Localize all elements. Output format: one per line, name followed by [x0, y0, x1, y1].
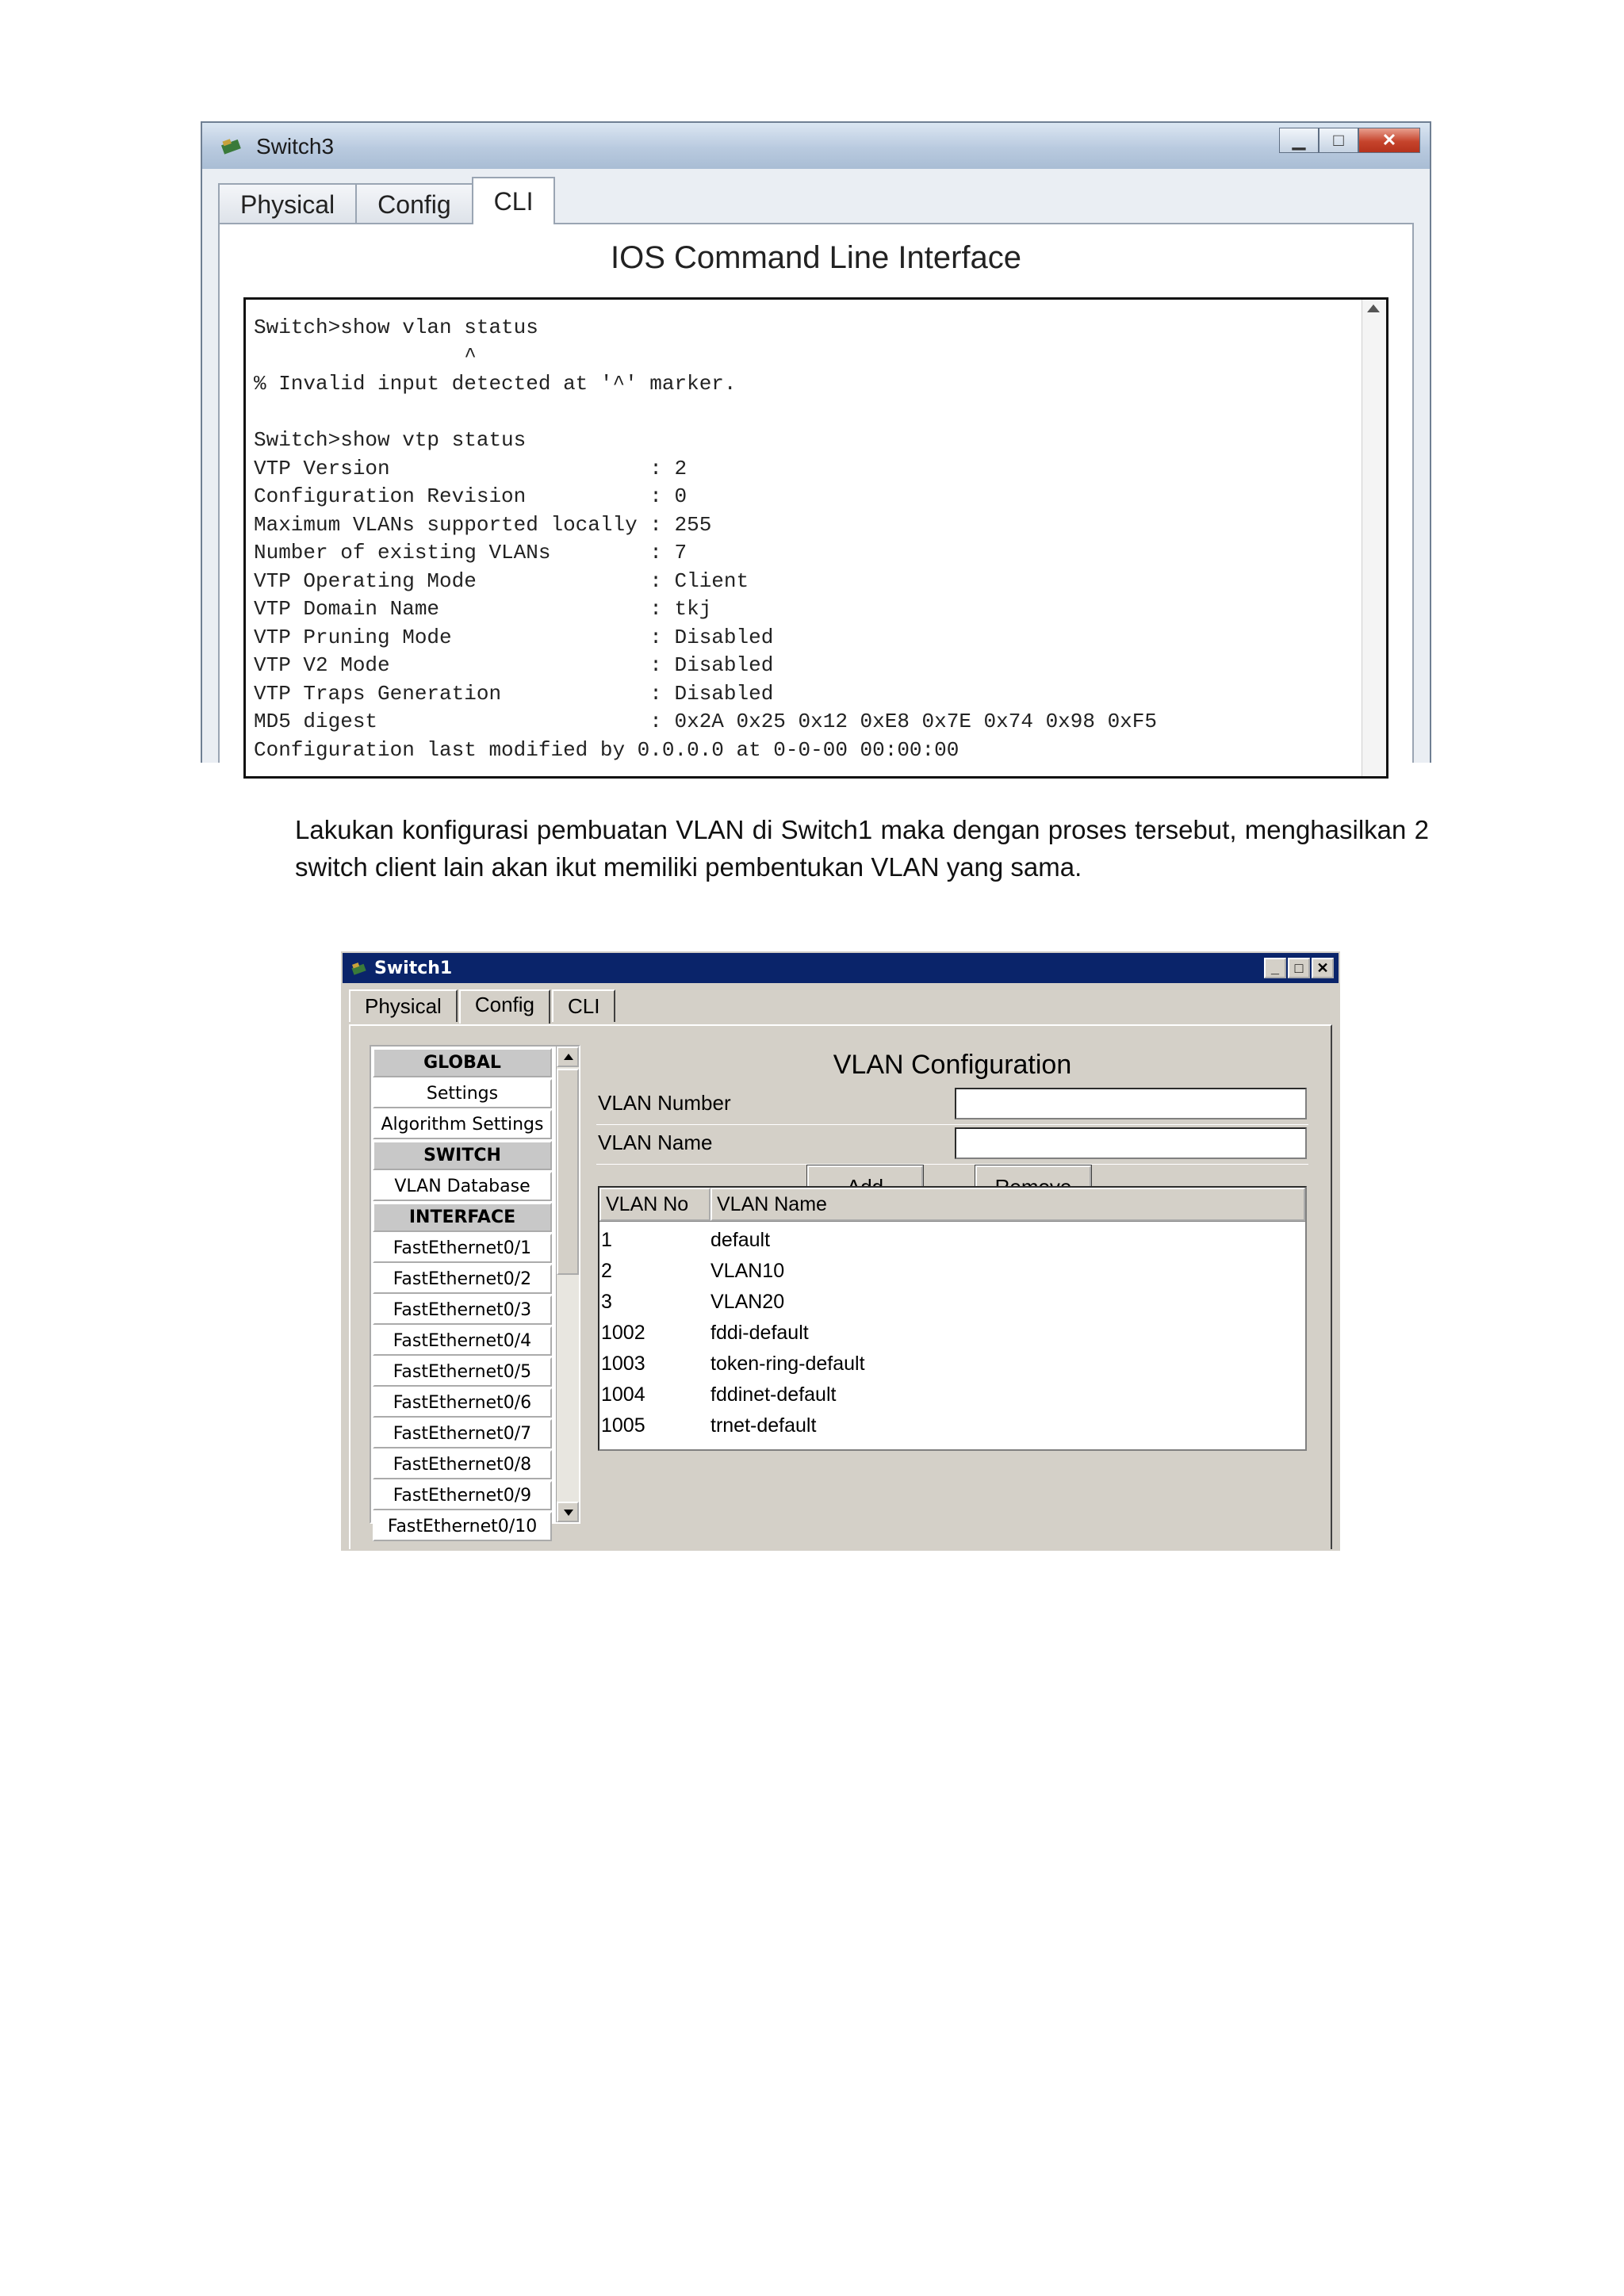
sidebar-section-header: INTERFACE — [373, 1203, 552, 1232]
paragraph-text: Lakukan konfigurasi pembuatan VLAN di Switch1 maka dengan proses tersebut, menghasilkan 2 switch client lain akan ikut memiliki pembentukan VLAN yang sama. — [295, 815, 1429, 882]
config-sidebar — [370, 1045, 580, 1536]
tab-bar — [218, 180, 553, 224]
vlan-name-cell: VLAN10 — [710, 1260, 785, 1282]
sidebar-scrollbar[interactable] — [556, 1047, 579, 1522]
sidebar-item[interactable]: FastEthernet0/7 — [373, 1419, 552, 1448]
title-bar[interactable] — [343, 953, 1339, 983]
sidebar-section-header: SWITCH — [373, 1141, 552, 1170]
sidebar-item[interactable]: FastEthernet0/4 — [373, 1326, 552, 1356]
vlan-name-cell: fddi-default — [710, 1322, 809, 1344]
close-button[interactable]: ✕ — [1358, 128, 1420, 153]
window-title: Switch1 — [374, 959, 453, 978]
table-body — [599, 1222, 1305, 1441]
cli-panel — [218, 223, 1414, 763]
terminal-output: Switch>show vlan status ^ % Invalid input detected at '^' marker. Switch>show vtp status VTP Version : 2 Configuration Revision : 0 Maximum VLANs supported locally : 255 Number of existing VLANs : 7 VTP Operating Mode : Client VTP Domain Name : tkj VTP Pruning Mode : Disabled VTP V2 Mode : Disabled VTP Traps Generation : Disabled MD5 digest : 0x2A 0x25 0x12 0xE8 0x7E 0x74 0x98 0xF5 Configuration last modified by 0.0.0.0 at 0-0-00 00:00:00 — [254, 316, 1157, 762]
vlan-number-cell: 1004 — [601, 1383, 645, 1406]
vlan-config-main — [596, 1047, 1308, 1549]
sidebar-item[interactable]: FastEthernet0/6 — [373, 1388, 552, 1418]
window-title: Switch3 — [256, 134, 335, 159]
vlan-number-cell: 1003 — [601, 1353, 645, 1375]
vlan-name-cell: trnet-default — [710, 1414, 817, 1437]
vlan-table — [598, 1186, 1307, 1451]
terminal-scrollbar[interactable] — [1362, 300, 1386, 776]
vlan-name-row — [596, 1126, 1308, 1165]
sidebar-item[interactable]: FastEthernet0/5 — [373, 1357, 552, 1387]
page-title: VLAN Configuration — [833, 1050, 1072, 1080]
table-row[interactable] — [599, 1256, 1305, 1287]
close-button[interactable]: ✕ — [1312, 958, 1334, 978]
sidebar-item[interactable]: FastEthernet0/3 — [373, 1295, 552, 1325]
vlan-name-cell: fddinet-default — [710, 1383, 837, 1406]
tab-config[interactable]: Config — [459, 989, 550, 1024]
vlan-number-cell: 1002 — [601, 1322, 645, 1344]
column-header-vlan-name[interactable]: VLAN Name — [710, 1188, 1305, 1221]
vlan-number-cell: 3 — [601, 1291, 612, 1313]
tab-physical[interactable]: Physical — [218, 183, 357, 224]
table-row[interactable] — [599, 1380, 1305, 1410]
table-row[interactable] — [599, 1410, 1305, 1441]
sidebar-item[interactable]: FastEthernet0/9 — [373, 1481, 552, 1510]
config-panel — [349, 1024, 1332, 1549]
maximize-button[interactable]: □ — [1319, 128, 1358, 153]
vlan-name-cell: token-ring-default — [710, 1353, 865, 1375]
scroll-thumb[interactable] — [557, 1069, 579, 1275]
sidebar-item[interactable]: FastEthernet0/8 — [373, 1450, 552, 1479]
maximize-button[interactable]: □ — [1288, 958, 1310, 978]
sidebar-item[interactable]: FastEthernet0/2 — [373, 1265, 552, 1294]
tab-physical[interactable]: Physical — [349, 989, 458, 1022]
switch1-window — [341, 951, 1340, 1551]
terminal-console[interactable] — [243, 297, 1388, 779]
vlan-name-input[interactable] — [955, 1127, 1307, 1159]
minimize-button[interactable]: ▁ — [1279, 128, 1319, 153]
column-header-vlan-no[interactable]: VLAN No — [599, 1188, 710, 1221]
tab-bar — [349, 989, 617, 1022]
scroll-up-button[interactable] — [557, 1047, 579, 1067]
switch-app-icon — [350, 959, 368, 977]
sidebar-item[interactable]: Settings — [373, 1079, 552, 1108]
table-row[interactable] — [599, 1225, 1305, 1256]
table-header — [599, 1188, 1305, 1222]
sidebar-item[interactable]: Algorithm Settings — [373, 1110, 552, 1139]
sidebar-list — [371, 1047, 553, 1543]
switch-app-icon — [220, 134, 243, 158]
vlan-number-cell: 2 — [601, 1260, 612, 1282]
vlan-number-cell: 1005 — [601, 1414, 645, 1437]
table-row[interactable] — [599, 1349, 1305, 1380]
sidebar-item[interactable]: FastEthernet0/10 — [373, 1512, 552, 1541]
table-row[interactable] — [599, 1287, 1305, 1318]
sidebar-item[interactable]: FastEthernet0/1 — [373, 1234, 552, 1263]
tab-cli[interactable]: CLI — [552, 989, 615, 1022]
switch3-window — [201, 121, 1431, 763]
tab-config[interactable]: Config — [355, 183, 473, 224]
scroll-down-button[interactable] — [557, 1502, 579, 1522]
tab-cli[interactable]: CLI — [472, 177, 556, 224]
vlan-number-input[interactable] — [955, 1088, 1307, 1119]
vlan-number-row — [596, 1086, 1308, 1125]
sidebar-section-header: GLOBAL — [373, 1048, 552, 1077]
panel-title: IOS Command Line Interface — [610, 240, 1022, 275]
vlan-name-cell: VLAN20 — [710, 1291, 785, 1313]
vlan-name-cell: default — [710, 1229, 771, 1251]
vlan-number-label: VLAN Number — [598, 1091, 731, 1115]
scroll-up-icon — [564, 1054, 573, 1060]
scroll-up-icon[interactable] — [1367, 304, 1380, 312]
minimize-button[interactable]: _ — [1264, 958, 1286, 978]
table-row[interactable] — [599, 1318, 1305, 1349]
title-bar[interactable] — [202, 123, 1430, 169]
sidebar-item[interactable]: VLAN Database — [373, 1172, 552, 1201]
vlan-name-label: VLAN Name — [598, 1131, 713, 1154]
vlan-number-cell: 1 — [601, 1229, 612, 1251]
scroll-down-icon — [564, 1510, 573, 1516]
body-paragraph — [295, 811, 1429, 886]
